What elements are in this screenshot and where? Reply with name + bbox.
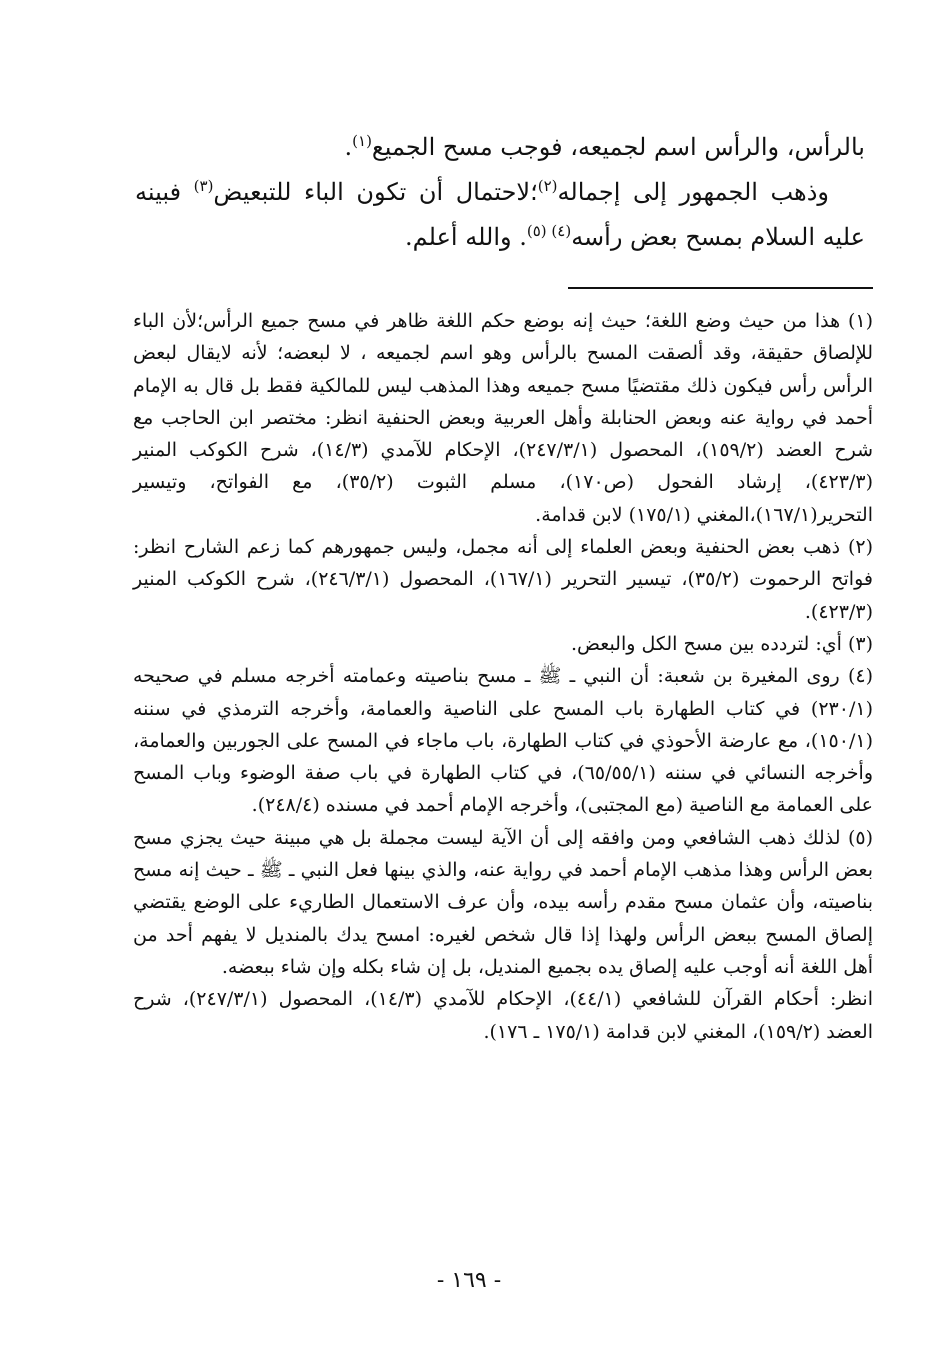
references: انظر: أحكام القرآن للشافعي (٤٤/١)، الإحكام للآمدي (١٤/٣)، المحصول (٢٤٧/٣/١)، شرح العضد (١٥٩/٢)، المغني لابن قدامة (١٧٥/١ ـ ١٧٦). xyxy=(133,988,873,1043)
footnote-3 xyxy=(133,628,873,660)
footnote-ref-4[interactable]: (٤) xyxy=(551,222,572,240)
footnote-ref-1[interactable]: (١) xyxy=(352,132,372,150)
footnote-number: (١) xyxy=(847,310,873,332)
footnote-1 xyxy=(133,305,873,531)
footnote-ref-2[interactable]: (٢) xyxy=(537,177,558,195)
footnote-text: ذهب بعض الحنفية وبعض العلماء إلى أنه مجمل، وليس جمهورهم كما زعم الشارح انظر: فواتح الرحموت (٣٥/٢)، تيسير التحرير (١٦٧/١)، المحصول (٢٤٦/٣/١)، شرح الكوكب المنير (٤٢٣/٣). xyxy=(133,536,873,623)
footnote-text: هذا من حيث وضع اللغة؛ حيث إنه بوضع حكم اللغة ظاهر في مسح جميع الرأس؛لأن الباء للإلصاق حقيقة، وقد ألصقت المسح بالرأس وهو اسم لجميعه ، لا لبعضه؛ لأنه لايقال لبعض الرأس رأس فيكون ذلك مقتضيًا مسح جميعه وهذا المذهب ليس للمالكية فقط بل قال به الإمام أحمد في رواية عنه وبعض الحنابلة وأهل العربية وبعض الحنفية انظر: مختصر ابن الحاجب مع شرح العضد (١٥٩/٢)، المحصول (٢٤٧/٣/١)، الإحكام للآمدي (١٤/٣)، شرح الكوكب المنير (٤٢٣/٣)، إرشاد الفحول (ص١٧٠)، مسلم الثبوت (٣٥/٢)، مع الفواتح، وتيسير التحرير(١٦٧/١)،المغني (١٧٥/١) لابن قدامة. xyxy=(133,310,873,526)
footnote-4 xyxy=(133,660,873,821)
footnote-2 xyxy=(133,531,873,628)
footnotes xyxy=(133,305,873,1048)
footnote-ref-5[interactable]: (٥) xyxy=(526,222,552,240)
footnote-ref-3[interactable]: (٣) xyxy=(193,177,214,195)
main-text xyxy=(135,125,865,260)
footnote-text: أي: لتردده بين مسح الكل والبعض. xyxy=(570,632,842,655)
footnote-number: (٢) xyxy=(847,536,874,559)
footnote-text: روى المغيرة بن شعبة: أن النبي ـ ﷺ ـ مسح بناصيته وعمامته أخرجه مسلم في صحيحه (٢٣٠/١) في كتاب الطهارة باب المسح على الناصية والعمامة، وأخرجه الترمذي في سننه (١٥٠/١)، مع عارضة الأحوذي في كتاب الطهارة، باب ماجاء في المسح على الجوربين والعمامة، وأخرجه النسائي في سننه (٦٥/٥٥/١)، في كتاب الطهارة في باب صفة الوضوء وباب المسح على العمامة مع الناصية (مع المجتبى)، وأخرجه الإمام أحمد في مسنده (٢٤٨/٤). xyxy=(133,665,874,817)
footnote-number: (٥) xyxy=(847,826,873,849)
main-line-1: بالرأس، والرأس اسم لجميعه، فوجب مسح الجميع$^{(١)}$. xyxy=(344,132,865,161)
footnote-text: لذلك ذهب الشافعي ومن وافقه إلى أن الآية ليست مجملة بل هي مبينة حيث يجزي مسح بعض الرأس وهذا مذهب الإمام أحمد في رواية عنه، والذي بينها فعل النبي ـ ﷺ ـ حيث إنه مسح بناصيته، وأن عثمان مسح مقدم رأسه بيده، وأن عرف الاستعمال الطاريء على الوضع يقتضي إلصاق المسح ببعض الرأس ولهذا إذا قال شخص لغيره: امسح يدك بالمنديل لا يفهم أحد من أهل اللغة أنه أوجب عليه إلصاق يده بجميع المنديل، بل إن شاء بكله وإن شاء ببعضه. xyxy=(133,826,873,978)
footnote-number: (٤) xyxy=(847,665,873,688)
page-number: - ١٦٩ - xyxy=(436,1268,502,1293)
main-paragraph-2: وذهب الجمهور إلى إجماله$^{(٢)}$؛لاحتمال أن تكون الباء للتبعيض$^{(٣)}$ فبينه عليه السلام بمسح بعض رأسه$^{(٤)}$ $^{(٥)}$. والله أعلم. xyxy=(135,177,865,251)
footnote-5 xyxy=(133,822,873,983)
footnote-separator xyxy=(568,287,873,289)
footnote-number: (٣) xyxy=(847,632,873,655)
